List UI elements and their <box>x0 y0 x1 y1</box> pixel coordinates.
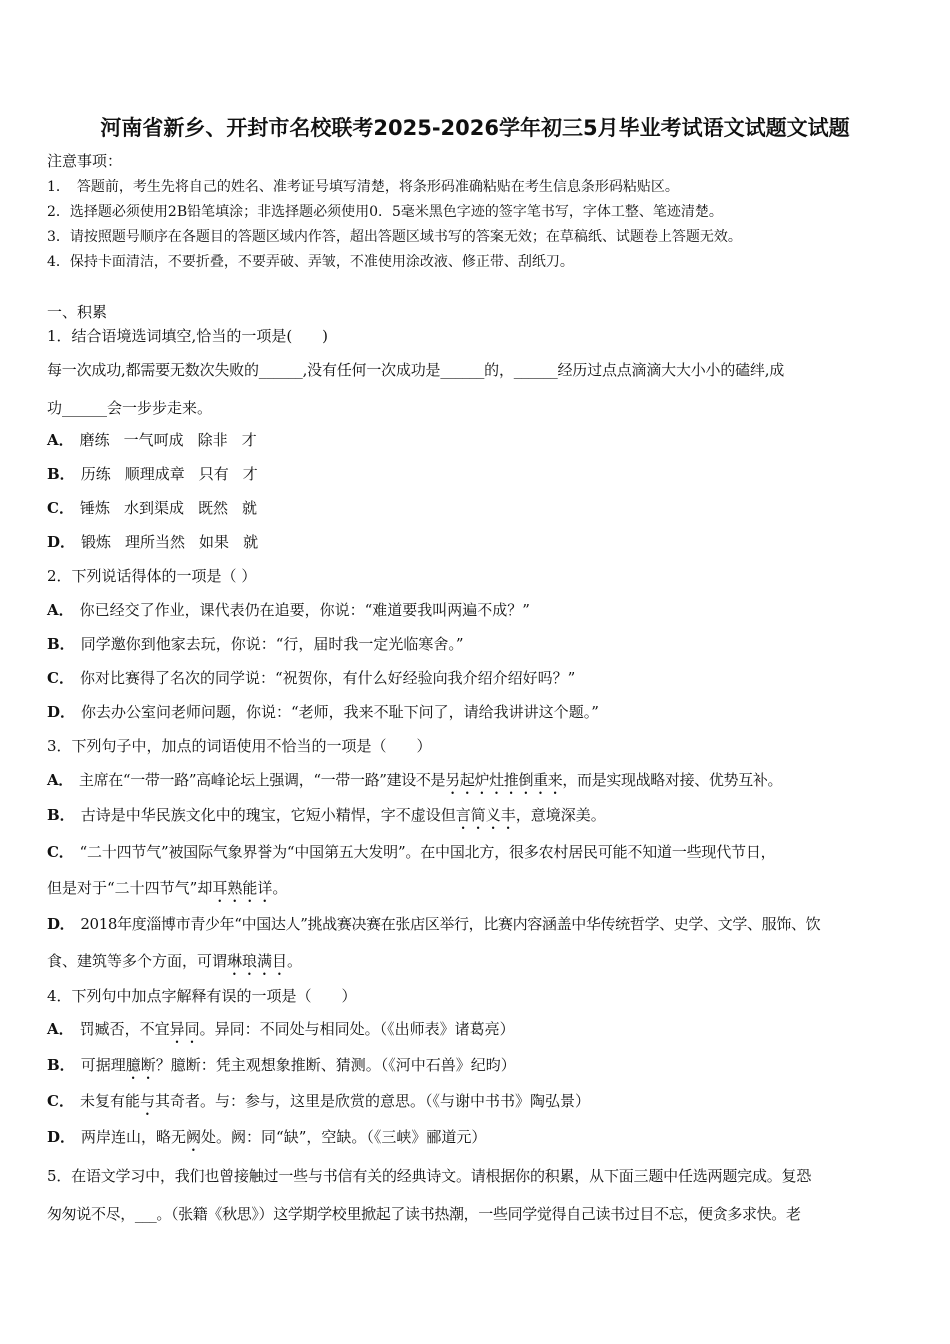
option-text: 未复有能 <box>79 1092 140 1110</box>
question-3-option-c[interactable] <box>47 842 775 862</box>
option-key: C． <box>47 669 74 687</box>
option-key: D． <box>47 703 76 721</box>
option-word: 才 <box>241 431 257 449</box>
option-text: 你对比赛得了名次的同学说：“祝贺你，有什么好经验向我介绍介绍好吗？” <box>79 669 576 687</box>
dotted-word: 异同 <box>169 1020 200 1038</box>
option-text: 。 <box>272 879 288 897</box>
option-text: 可据理 <box>80 1056 126 1074</box>
dotted-word: 与 <box>139 1092 155 1110</box>
notice-item: 3．请按照题号顺序在各题目的答题区域内作答，超出答题区域书写的答案无效；在草稿纸、试题卷上答题无效。 <box>47 229 742 245</box>
dotted-phrase: 另起炉灶推倒重来 <box>445 771 563 789</box>
option-word: 只有 <box>198 465 229 483</box>
option-key: C． <box>47 1092 74 1110</box>
option-text: 罚臧否，不宜 <box>79 1020 170 1038</box>
option-key: B． <box>47 1056 75 1074</box>
question-3-stem: 3．下列句子中，加点的词语使用不恰当的一项是（ ） <box>47 737 432 755</box>
option-text: 同学邀你到他家去玩，你说：“行，届时我一定光临寒舍。” <box>80 635 464 653</box>
option-text: 两岸连山，略无 <box>81 1128 187 1146</box>
option-key: D． <box>47 533 76 551</box>
option-word: 理所当然 <box>125 533 186 551</box>
option-text: 主席在“一带一路”高峰论坛上强调，“一带一路”建设不是 <box>78 771 446 789</box>
question-3-option-a[interactable] <box>47 770 782 798</box>
option-key: B． <box>47 806 75 824</box>
question-3-option-d-cont <box>47 951 302 979</box>
question-3-option-b[interactable] <box>47 805 606 833</box>
option-key: C． <box>47 843 74 861</box>
option-text: 2018年度淄博市青少年“中国达人”挑战赛决赛在张店区举行，比赛内容涵盖中华传统哲学、史学、文学、服饰、饮 <box>80 915 821 933</box>
question-1-option-c[interactable] <box>47 498 257 518</box>
option-word: 水到渠成 <box>123 499 184 517</box>
option-key: D． <box>47 915 75 933</box>
dotted-phrase: 言简义丰 <box>455 806 516 824</box>
option-word: 如果 <box>199 533 230 551</box>
question-1-text: 每一次成功,都需要无数次失败的______,没有任何一次成功是______的，______经历过点点滴滴大大小小的磕绊,成 <box>47 361 785 379</box>
option-text: 。 <box>287 952 303 970</box>
notice-item: 1． 答题前，考生先将自己的姓名、准考证号填写清楚，将条形码准确粘贴在考生信息条形码粘贴区。 <box>47 179 679 195</box>
option-text: ，意境深美。 <box>515 806 606 824</box>
question-1-text: 功______会一步步走来。 <box>47 399 213 417</box>
question-3-option-d[interactable] <box>47 914 820 934</box>
question-1-option-b[interactable] <box>47 464 258 484</box>
question-1-stem: 1．结合语境选词填空,恰当的一项是( ) <box>47 327 329 345</box>
option-word: 磨练 <box>79 431 110 449</box>
option-text: 你去办公室问老师问题，你说：“老师，我来不耻下问了，请给我讲讲这个题。” <box>81 703 599 721</box>
question-1-option-a[interactable] <box>47 430 257 450</box>
question-2-option-b[interactable] <box>47 634 464 654</box>
notice-item: 2．选择题必须使用2B铅笔填涂；非选择题必须使用0．5毫米黑色字迹的签字笔书写，字体工整、笔迹清楚。 <box>47 204 723 220</box>
option-word: 顺理成章 <box>124 465 185 483</box>
option-text: 处。阙：同“缺”，空缺。（《三峡》郦道元） <box>201 1128 487 1146</box>
option-text: ？臆断：凭主观想象推断、猜测。（《河中石兽》纪昀） <box>155 1056 516 1074</box>
option-key: A． <box>47 771 73 789</box>
dotted-word: 阙 <box>186 1128 202 1146</box>
option-word: 就 <box>242 499 258 517</box>
question-5-text: 5．在语文学习中，我们也曾接触过一些与书信有关的经典诗文。请根据你的积累，从下面三题中任选两题完成。复恐 <box>47 1167 812 1185</box>
option-text: 古诗是中华民族文化中的瑰宝，它短小精悍，字不虚设但 <box>80 806 456 824</box>
option-key: D． <box>47 1128 76 1146</box>
question-4-option-d[interactable] <box>47 1127 486 1155</box>
notice-item: 4．保持卡面清洁，不要折叠，不要弄破、弄皱，不准使用涂改液、修正带、刮纸刀。 <box>47 254 574 270</box>
option-key: A． <box>47 1020 74 1038</box>
question-2-option-c[interactable] <box>47 668 575 688</box>
option-key: A． <box>47 431 74 449</box>
question-1-option-d[interactable] <box>47 532 258 552</box>
option-word: 除非 <box>197 431 228 449</box>
option-text: “二十四节气”被国际气象界誉为“中国第五大发明”。在中国北方，很多农村居民可能不知道一些现代节日， <box>79 843 776 861</box>
question-2-option-a[interactable] <box>47 600 530 620</box>
option-text: ，而是实现战略对接、优势互补。 <box>562 771 783 789</box>
page-title: 河南省新乡、开封市名校联考2025-2026学年初三5月毕业考试语文试题文试题 <box>100 116 850 140</box>
option-key: A． <box>47 601 74 619</box>
dotted-phrase: 琳琅满目 <box>227 952 288 970</box>
option-word: 就 <box>243 533 259 551</box>
question-2-option-d[interactable] <box>47 702 599 722</box>
question-4-option-a[interactable] <box>47 1019 515 1047</box>
option-word: 一气呵成 <box>123 431 184 449</box>
option-text: 其奇者。与：参与，这里是欣赏的意思。（《与谢中书书》陶弘景） <box>154 1092 590 1110</box>
option-word: 才 <box>242 465 258 483</box>
option-word: 既然 <box>197 499 228 517</box>
option-text: 。异同：不同处与相同处。（《出师表》诸葛亮） <box>199 1020 515 1038</box>
section-heading: 一、积累 <box>47 303 108 321</box>
dotted-phrase: 耳熟能详 <box>212 879 273 897</box>
option-text: 你已经交了作业，课代表仍在追要，你说：“难道要我叫两遍不成？” <box>79 601 530 619</box>
notice-heading: 注意事项： <box>47 152 123 170</box>
option-word: 锻炼 <box>81 533 112 551</box>
dotted-word: 臆断 <box>125 1056 156 1074</box>
option-text: 食、建筑等多个方面，可谓 <box>47 952 228 970</box>
question-2-stem: 2．下列说话得体的一项是（ ） <box>47 567 257 585</box>
option-key: C． <box>47 499 74 517</box>
question-4-option-b[interactable] <box>47 1055 516 1083</box>
option-text: 但是对于“二十四节气”却 <box>47 879 213 897</box>
question-3-option-c-cont <box>47 878 287 906</box>
question-4-option-c[interactable] <box>47 1091 590 1119</box>
option-word: 锤炼 <box>79 499 110 517</box>
question-4-stem: 4．下列句中加点字解释有误的一项是（ ） <box>47 987 357 1005</box>
question-5-text: 匆匆说不尽，___。（张籍《秋思》）这学期学校里掀起了读书热潮，一些同学觉得自己读书过目不忘，便贪多求快。老 <box>47 1205 801 1223</box>
option-word: 历练 <box>80 465 111 483</box>
option-key: B． <box>47 465 75 483</box>
option-key: B． <box>47 635 75 653</box>
